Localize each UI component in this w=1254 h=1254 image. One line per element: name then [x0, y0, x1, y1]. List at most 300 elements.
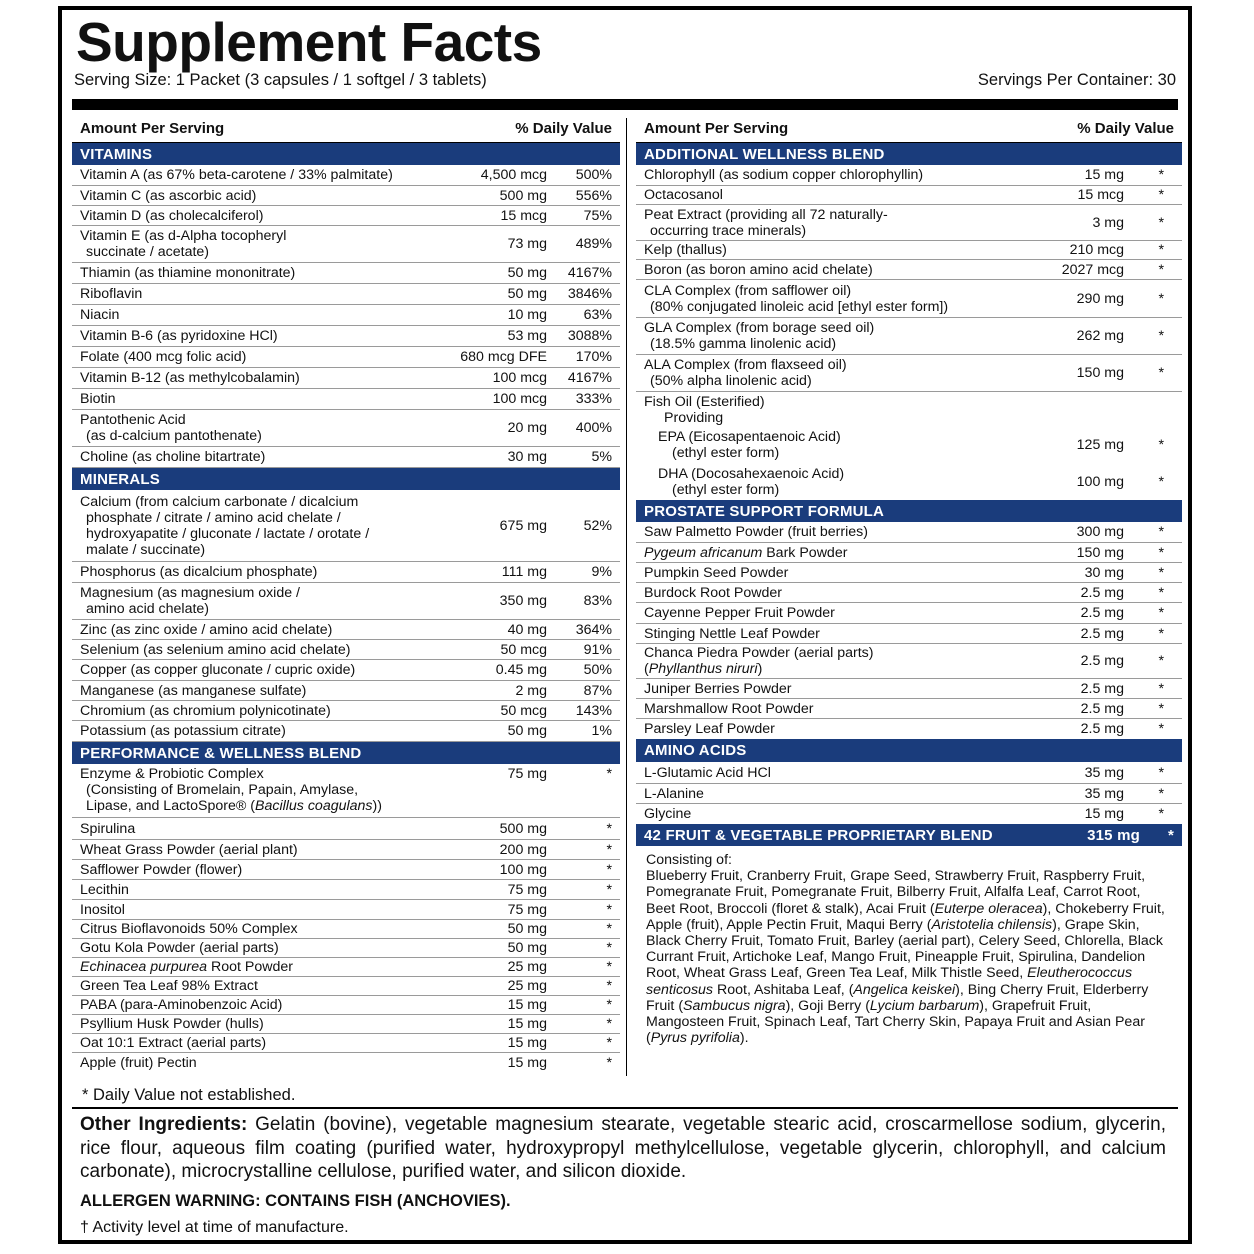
nutrient-amount: 290 mg — [1076, 290, 1124, 307]
nutrient-amount: 210 mcg — [1069, 242, 1124, 258]
nutrient-amount: 2.5 mg — [1080, 653, 1124, 669]
nutrient-name-line: Burdock Root Powder — [644, 584, 783, 601]
nutrient-name-line: Vitamin D (as cholecalciferol) — [80, 207, 264, 224]
nutrient-amount: 75 mg — [507, 766, 547, 782]
nutrient-row — [72, 1034, 620, 1053]
nutrient-daily-value: * — [606, 901, 612, 918]
nutrient-name-line: Pantothenic Acid — [80, 412, 186, 428]
section-title: VITAMINS — [80, 145, 153, 163]
section-dv: * — [1167, 826, 1174, 844]
other-ingredients — [80, 1113, 1166, 1184]
nutrient-name-line: (80% conjugated linoleic acid [ethyl ester form]) — [650, 298, 949, 315]
nutrient-name-line: occurring trace minerals) — [650, 222, 807, 239]
nutrient-daily-value: * — [1158, 261, 1164, 278]
nutrient-row — [72, 305, 620, 326]
nutrient-daily-value: 333% — [575, 391, 612, 407]
nutrient-row — [72, 347, 620, 368]
section-title: PERFORMANCE & WELLNESS BLEND — [80, 744, 362, 762]
nutrient-daily-value: * — [1158, 700, 1164, 717]
nutrient-row — [72, 206, 620, 226]
nutrient-daily-value: 52% — [583, 517, 612, 534]
nutrient-name-line: Wheat Grass Powder (aerial plant) — [80, 841, 298, 858]
nutrient-name-line: Oat 10:1 Extract (aerial parts) — [80, 1035, 267, 1051]
nutrient-amount: 100 mcg — [492, 370, 547, 386]
nutrient-amount: 100 mg — [1076, 473, 1124, 490]
nutrient-daily-value: 91% — [583, 641, 612, 658]
text-run: ). — [739, 1030, 749, 1047]
activity-note: † Activity level at time of manufacture. — [80, 1219, 349, 1236]
nutrient-daily-value: 75% — [583, 207, 612, 224]
nutrient-name — [80, 391, 429, 407]
nutrient-amount: 2 mg — [515, 682, 547, 699]
nutrient-row — [72, 860, 620, 880]
left-column — [72, 114, 620, 1072]
nutrient-row — [72, 900, 620, 920]
nutrient-row — [72, 368, 620, 389]
nutrient-amount: 500 mg — [499, 187, 547, 204]
text-run: ), Bing Cherry Fruit, Elderberry Fruit ( — [646, 981, 1149, 1014]
text-run: ), Chokeberry Fruit, Apple (fruit), Apple Pectin Fruit, Maqui Berry ( — [646, 900, 1165, 933]
nutrient-name-line: EPA (Eicosapentaenoic Acid) — [658, 428, 841, 445]
nutrient-amount: 30 mg — [507, 449, 547, 465]
nutrient-name — [80, 862, 429, 878]
nutrient-name — [80, 642, 429, 658]
nutrient-name-line: Stinging Nettle Leaf Powder — [644, 625, 820, 642]
nutrient-row — [636, 762, 1182, 784]
nutrient-amount: 2.5 mg — [1080, 700, 1124, 717]
nutrient-name-line: Vitamin A (as 67% beta-carotene / 33% palmitate) — [80, 167, 393, 183]
nutrient-row — [636, 719, 1182, 739]
nutrient-daily-value: * — [606, 1035, 612, 1051]
nutrient-row — [72, 284, 620, 305]
nutrient-row — [72, 840, 620, 860]
nutrient-daily-value: * — [606, 881, 612, 898]
nutrient-amount: 50 mg — [507, 265, 547, 281]
section-header — [72, 468, 620, 490]
nutrient-name-line — [80, 798, 429, 814]
nutrient-row — [636, 318, 1182, 355]
daily-value-label: % Daily Value — [515, 119, 612, 137]
nutrient-name-line: (18.5% gamma linolenic acid) — [650, 336, 837, 352]
nutrient-name-line: Juniper Berries Powder — [644, 680, 792, 697]
nutrient-name — [80, 842, 429, 858]
latin-name: Pygeum africanum — [644, 544, 763, 561]
nutrient-name — [80, 978, 429, 994]
nutrient-daily-value: * — [1158, 625, 1164, 642]
nutrient-row — [72, 880, 620, 900]
text-run: Bark Powder — [762, 544, 848, 561]
nutrient-amount: 25 mg — [507, 978, 547, 994]
nutrient-amount: 100 mg — [499, 861, 547, 878]
nutrient-amount: 4,500 mcg — [480, 167, 547, 183]
nutrient-daily-value: 489% — [575, 236, 612, 252]
nutrient-name-line: CLA Complex (from safflower oil) — [644, 282, 852, 299]
nutrient-name — [80, 564, 429, 580]
nutrient-name-line: Pumpkin Seed Powder — [644, 564, 789, 581]
latin-name: Eleutherococcus senticosus — [646, 965, 1133, 998]
nutrient-daily-value: * — [1158, 242, 1164, 258]
nutrient-amount: 75 mg — [507, 881, 547, 898]
nutrient-amount: 50 mcg — [500, 641, 547, 658]
nutrient-row — [636, 280, 1182, 318]
allergen-warning: ALLERGEN WARNING: CONTAINS FISH (ANCHOVIES). — [80, 1192, 511, 1210]
nutrient-name-line: Manganese (as manganese sulfate) — [80, 682, 307, 699]
nutrient-daily-value: 364% — [575, 621, 612, 638]
nutrient-name-line: Chanca Piedra Powder (aerial parts) — [644, 645, 874, 661]
nutrient-amount: 100 mcg — [492, 391, 547, 407]
nutrient-daily-value: * — [606, 766, 612, 782]
latin-name: Sambucus nigra — [683, 997, 786, 1014]
fish-oil-subrow — [644, 463, 1174, 500]
nutrient-row — [72, 977, 620, 996]
nutrient-name-line: Vitamin C (as ascorbic acid) — [80, 187, 257, 204]
text-run: ), Grape Skin, Black Cherry Fruit, Tomato Fruit, Barley (aerial part), Celery Seed, Chlorella, Black Currant Fruit, Artichoke Leaf, Mango Fruit, Pineapple Fruit, Spirulina, Dandelion Root, Wheat Grass Leaf, Green Tea Leaf, Milk Thistle Seed, — [646, 916, 1163, 982]
nutrient-row — [72, 939, 620, 958]
nutrient-name — [644, 207, 994, 239]
nutrient-name — [644, 626, 994, 642]
nutrient-name-line: Safflower Powder (flower) — [80, 861, 243, 878]
amount-per-serving-label: Amount Per Serving — [80, 119, 225, 137]
latin-name: Bacillus coagulans — [255, 798, 373, 814]
nutrient-amount: 50 mcg — [500, 702, 547, 719]
nutrient-daily-value: * — [1158, 564, 1164, 581]
nutrient-name — [644, 167, 994, 183]
latin-name: Euterpe oleracea — [934, 900, 1043, 917]
nutrient-name — [644, 786, 994, 802]
nutrient-name — [644, 721, 994, 737]
nutrient-name — [644, 645, 994, 677]
nutrient-daily-value: * — [606, 861, 612, 878]
nutrient-name-line: Marshmallow Root Powder — [644, 700, 814, 717]
nutrient-amount: 15 mg — [507, 1035, 547, 1051]
nutrient-name-line: Enzyme & Probiotic Complex — [80, 766, 264, 782]
nutrient-name-line — [644, 545, 994, 561]
text-run: ( — [644, 661, 649, 677]
servings-per-container: Servings Per Container: 30 — [977, 71, 1176, 89]
nutrient-name — [80, 1035, 429, 1051]
nutrient-name-line: Octacosanol — [644, 187, 723, 203]
nutrient-row — [72, 186, 620, 206]
nutrient-row — [636, 603, 1182, 624]
nutrient-row — [72, 620, 620, 640]
nutrient-amount: 2.5 mg — [1080, 721, 1124, 737]
nutrient-daily-value: 50% — [583, 662, 612, 678]
nutrient-daily-value: * — [606, 978, 612, 994]
panel-title: Supplement Facts — [76, 11, 542, 73]
nutrient-name — [644, 605, 994, 621]
nutrient-name-line: Biotin — [80, 391, 116, 407]
nutrient-daily-value: * — [606, 940, 612, 956]
nutrient-name — [80, 188, 429, 204]
nutrient-name-line: Riboflavin — [80, 286, 143, 302]
nutrient-row — [72, 764, 620, 818]
nutrient-name-line: Inositol — [80, 901, 125, 918]
nutrient-daily-value: * — [606, 959, 612, 975]
nutrient-daily-value: * — [1158, 785, 1164, 802]
section-header — [72, 143, 620, 165]
nutrient-name-line: Folate (400 mcg folic acid) — [80, 349, 247, 365]
nutrient-amount: 2.5 mg — [1080, 625, 1124, 642]
nutrient-name — [80, 662, 429, 678]
nutrient-daily-value: 4167% — [567, 370, 612, 386]
nutrient-amount: 15 mg — [1084, 167, 1124, 183]
nutrient-daily-value: * — [1158, 290, 1164, 307]
nutrient-name-line: Glycine — [644, 806, 692, 822]
nutrient-amount: 15 mcg — [500, 207, 547, 224]
nutrient-daily-value: * — [606, 841, 612, 858]
nutrient-name-line — [80, 959, 429, 975]
nutrient-name — [644, 187, 994, 203]
nutrient-amount: 0.45 mg — [495, 662, 547, 678]
nutrient-amount: 50 mg — [507, 723, 547, 739]
nutrient-name-line: Choline (as choline bitartrate) — [80, 449, 266, 465]
nutrient-name — [644, 701, 994, 717]
section-header — [72, 742, 620, 764]
text-run: ) — [757, 661, 763, 677]
nutrient-daily-value: * — [1158, 524, 1164, 540]
nutrient-row — [72, 447, 620, 468]
nutrient-name-line: Fish Oil (Esterified) — [644, 394, 765, 410]
nutrient-row — [636, 699, 1182, 719]
nutrient-name — [80, 921, 429, 937]
nutrient-row — [72, 583, 620, 620]
section-title: 42 FRUIT & VEGETABLE PROPRIETARY BLEND — [644, 826, 993, 844]
nutrient-name-line: (as d-calcium pantothenate) — [86, 428, 262, 444]
nutrient-daily-value: * — [1158, 680, 1164, 697]
nutrient-name-line: L-Alanine — [644, 785, 704, 802]
nutrient-row — [72, 410, 620, 447]
nutrient-daily-value: * — [1158, 544, 1164, 561]
nutrient-row — [72, 958, 620, 977]
nutrient-name-line: Parsley Leaf Powder — [644, 721, 775, 737]
nutrient-name-line: (ethyl ester form) — [672, 444, 780, 461]
nutrient-name-line: succinate / acetate) — [86, 244, 210, 260]
nutrient-daily-value: * — [606, 820, 612, 837]
nutrient-name-line: Psyllium Husk Powder (hulls) — [80, 1016, 264, 1032]
nutrient-name — [80, 412, 429, 444]
nutrient-daily-value: * — [1158, 764, 1164, 781]
nutrient-name — [80, 683, 429, 699]
section-header — [636, 143, 1182, 165]
nutrient-name-line: amino acid chelate) — [86, 601, 210, 617]
nutrient-amount: 15 mg — [507, 997, 547, 1013]
nutrient-name-line: Spirulina — [80, 820, 136, 837]
nutrient-name-line: (ethyl ester form) — [672, 481, 780, 498]
nutrient-name-line: Apple (fruit) Pectin — [80, 1054, 197, 1071]
nutrient-amount: 35 mg — [1084, 785, 1124, 802]
nutrient-name — [80, 228, 429, 260]
nutrient-name-line: L-Glutamic Acid HCl — [644, 764, 771, 781]
nutrient-name — [644, 283, 994, 315]
nutrient-daily-value: * — [606, 997, 612, 1013]
nutrient-name-line: Thiamin (as thiamine mononitrate) — [80, 265, 296, 281]
latin-name: Echinacea purpurea — [80, 959, 207, 975]
nutrient-daily-value: * — [1158, 605, 1164, 621]
nutrient-row — [72, 640, 620, 660]
nutrient-row — [636, 563, 1182, 583]
nutrient-name — [80, 959, 429, 975]
nutrient-row — [72, 165, 620, 186]
nutrient-amount: 40 mg — [507, 621, 547, 638]
nutrient-row — [636, 205, 1182, 241]
nutrient-daily-value: * — [1158, 214, 1164, 231]
fruit-blend-ingredients — [636, 846, 1182, 1046]
nutrient-daily-value: * — [606, 1054, 612, 1071]
text-run: Blueberry Fruit, Cranberry Fruit, Grape Seed, Strawberry Fruit, Raspberry Fruit, Pomegranate Fruit, Pomegranate Fruit, Bilberry Fruit, Alfalfa Leaf, Carrot Root, Beet Root, Broccoli (floret & stalk), Acai Fruit ( — [646, 868, 1146, 917]
serving-size: Serving Size: 1 Packet (3 capsules / 1 softgel / 3 tablets) — [74, 71, 487, 89]
nutrient-name — [644, 357, 994, 389]
nutrient-amount: 2027 mcg — [1061, 261, 1124, 278]
nutrient-row — [72, 226, 620, 263]
nutrient-name-line: Lecithin — [80, 881, 129, 898]
daily-value-note: * Daily Value not established. — [82, 1086, 296, 1104]
latin-name: Phyllanthus niruri — [648, 661, 758, 677]
latin-name: Aristotelia chilensis — [931, 916, 1053, 933]
nutrient-daily-value: * — [606, 921, 612, 937]
nutrient-name — [80, 307, 429, 323]
nutrient-name — [80, 349, 429, 365]
footer-divider — [72, 1107, 1178, 1109]
nutrient-row — [636, 583, 1182, 603]
nutrient-row — [636, 186, 1182, 205]
nutrient-daily-value: 500% — [575, 167, 612, 183]
nutrient-name-line: ALA Complex (from flaxseed oil) — [644, 357, 847, 373]
nutrient-amount: 200 mg — [499, 841, 547, 858]
nutrient-daily-value: 5% — [591, 449, 612, 465]
nutrient-daily-value: * — [1158, 365, 1164, 381]
nutrient-name — [80, 494, 429, 558]
nutrient-amount: 50 mg — [507, 921, 547, 937]
amount-per-serving-label: Amount Per Serving — [644, 119, 789, 137]
nutrient-amount: 53 mg — [507, 328, 547, 344]
nutrient-daily-value: 170% — [575, 349, 612, 365]
text-run: Root Powder — [207, 959, 293, 975]
nutrient-name — [80, 328, 429, 344]
nutrient-amount: 75 mg — [507, 901, 547, 918]
nutrient-amount: 15 mg — [507, 1016, 547, 1032]
column-header — [72, 114, 620, 143]
nutrient-daily-value: 1% — [591, 723, 612, 739]
nutrient-daily-value: 4167% — [567, 265, 612, 281]
latin-name: Lycium barbarum — [869, 997, 980, 1014]
nutrient-name-line: phosphate / citrate / amino acid chelate / — [86, 509, 341, 526]
nutrient-row — [636, 522, 1182, 543]
nutrient-name — [80, 997, 429, 1013]
nutrient-amount: 150 mg — [1076, 365, 1124, 381]
nutrient-daily-value: * — [1158, 167, 1164, 183]
nutrient-amount: 111 mg — [501, 564, 547, 580]
nutrient-amount: 15 mg — [507, 1054, 547, 1071]
column-divider — [626, 118, 627, 1076]
nutrient-row — [72, 326, 620, 347]
nutrient-amount: 150 mg — [1076, 544, 1124, 561]
nutrient-name — [80, 449, 429, 465]
nutrient-name-line: PABA (para-Aminobenzoic Acid) — [80, 997, 283, 1013]
nutrient-row — [636, 165, 1182, 186]
nutrient-amount: 3 mg — [1092, 214, 1124, 231]
nutrient-amount: 2.5 mg — [1080, 680, 1124, 697]
nutrient-daily-value: 87% — [583, 682, 612, 699]
section-header — [636, 824, 1182, 846]
right-column — [636, 114, 1182, 1046]
nutrient-name — [644, 806, 994, 822]
nutrient-name — [644, 765, 994, 781]
thick-divider — [72, 99, 1178, 110]
section-title: ADDITIONAL WELLNESS BLEND — [644, 145, 885, 163]
nutrient-row — [636, 260, 1182, 280]
other-ingredients-text: Gelatin (bovine), vegetable magnesium stearate, vegetable stearic acid, croscarmellose sodium, glycerin, rice flour, aqueous film coating (purified water, hydroxypropyl methylcellulose, vegetable glycerin, chlorophyll, and calcium carbonate), microcrystalline cellulose, purified water, and silicon dioxide. — [80, 1114, 1167, 1182]
nutrient-name-line: Providing — [664, 410, 724, 426]
nutrient-name — [80, 585, 429, 617]
nutrient-name — [644, 524, 994, 540]
nutrient-name-line: Magnesium (as magnesium oxide / — [80, 585, 301, 601]
nutrient-row — [72, 562, 620, 583]
nutrient-name — [80, 882, 429, 898]
nutrient-name-line: Copper (as copper gluconate / cupric oxide) — [80, 662, 356, 678]
text-run: ), Grapefruit Fruit, Mangosteen Fruit, Spinach Leaf, Tart Cherry Skin, Papaya Fruit and Asian Pear ( — [646, 997, 1145, 1047]
nutrient-daily-value: 3846% — [567, 286, 612, 302]
nutrient-daily-value: * — [1158, 328, 1164, 344]
section-header — [636, 739, 1182, 762]
nutrient-name — [80, 370, 429, 386]
nutrient-daily-value: * — [1158, 584, 1164, 601]
nutrient-amount: 73 mg — [507, 236, 547, 252]
nutrient-name-line: Niacin — [80, 307, 120, 323]
nutrient-name — [80, 821, 429, 837]
text-run: Root, Ashitaba Leaf, ( — [713, 981, 854, 998]
section-amount: 315 mg — [1087, 826, 1140, 844]
nutrient-row — [72, 660, 620, 681]
nutrient-daily-value: * — [1158, 473, 1164, 490]
nutrient-amount: 2.5 mg — [1080, 584, 1124, 601]
nutrient-amount: 300 mg — [1076, 524, 1124, 540]
daily-value-label: % Daily Value — [1077, 119, 1174, 137]
nutrient-daily-value: * — [1158, 436, 1164, 453]
nutrient-name — [644, 585, 994, 601]
text-run: Lipase, and LactoSpore® ( — [86, 798, 255, 814]
nutrient-name — [80, 167, 429, 183]
supplement-facts-panel — [58, 6, 1192, 1244]
nutrient-name-line: Citrus Bioflavonoids 50% Complex — [80, 921, 298, 937]
nutrient-amount: 50 mg — [507, 940, 547, 956]
nutrient-name-line: Gotu Kola Powder (aerial parts) — [80, 940, 279, 956]
nutrient-amount: 125 mg — [1076, 436, 1124, 453]
text-run: )) — [372, 798, 382, 814]
nutrient-name — [644, 429, 994, 461]
nutrient-name — [644, 545, 994, 561]
nutrient-amount: 25 mg — [507, 959, 547, 975]
nutrient-name-line — [644, 661, 994, 677]
nutrient-name — [80, 902, 429, 918]
latin-name: Pyrus pyrifolia — [650, 1030, 740, 1047]
nutrient-name — [80, 723, 429, 739]
nutrient-row — [72, 1053, 620, 1072]
nutrient-daily-value: * — [1158, 806, 1164, 822]
nutrient-name — [644, 466, 994, 498]
nutrient-name-line: DHA (Docosahexaenoic Acid) — [658, 465, 845, 482]
text-run: Consisting of: — [646, 852, 732, 868]
nutrient-name-line: Kelp (thallus) — [644, 242, 727, 258]
nutrient-name — [644, 242, 994, 258]
nutrient-amount: 675 mg — [499, 517, 547, 534]
nutrient-daily-value: * — [1158, 653, 1164, 669]
nutrient-row — [72, 721, 620, 742]
nutrient-amount: 35 mg — [1084, 764, 1124, 781]
nutrient-name-line: Phosphorus (as dicalcium phosphate) — [80, 564, 318, 580]
nutrient-name-line: Chlorophyll (as sodium copper chlorophyllin) — [644, 167, 924, 183]
other-ingredients-label: Other Ingredients: — [80, 1114, 248, 1135]
nutrient-row — [72, 490, 620, 562]
